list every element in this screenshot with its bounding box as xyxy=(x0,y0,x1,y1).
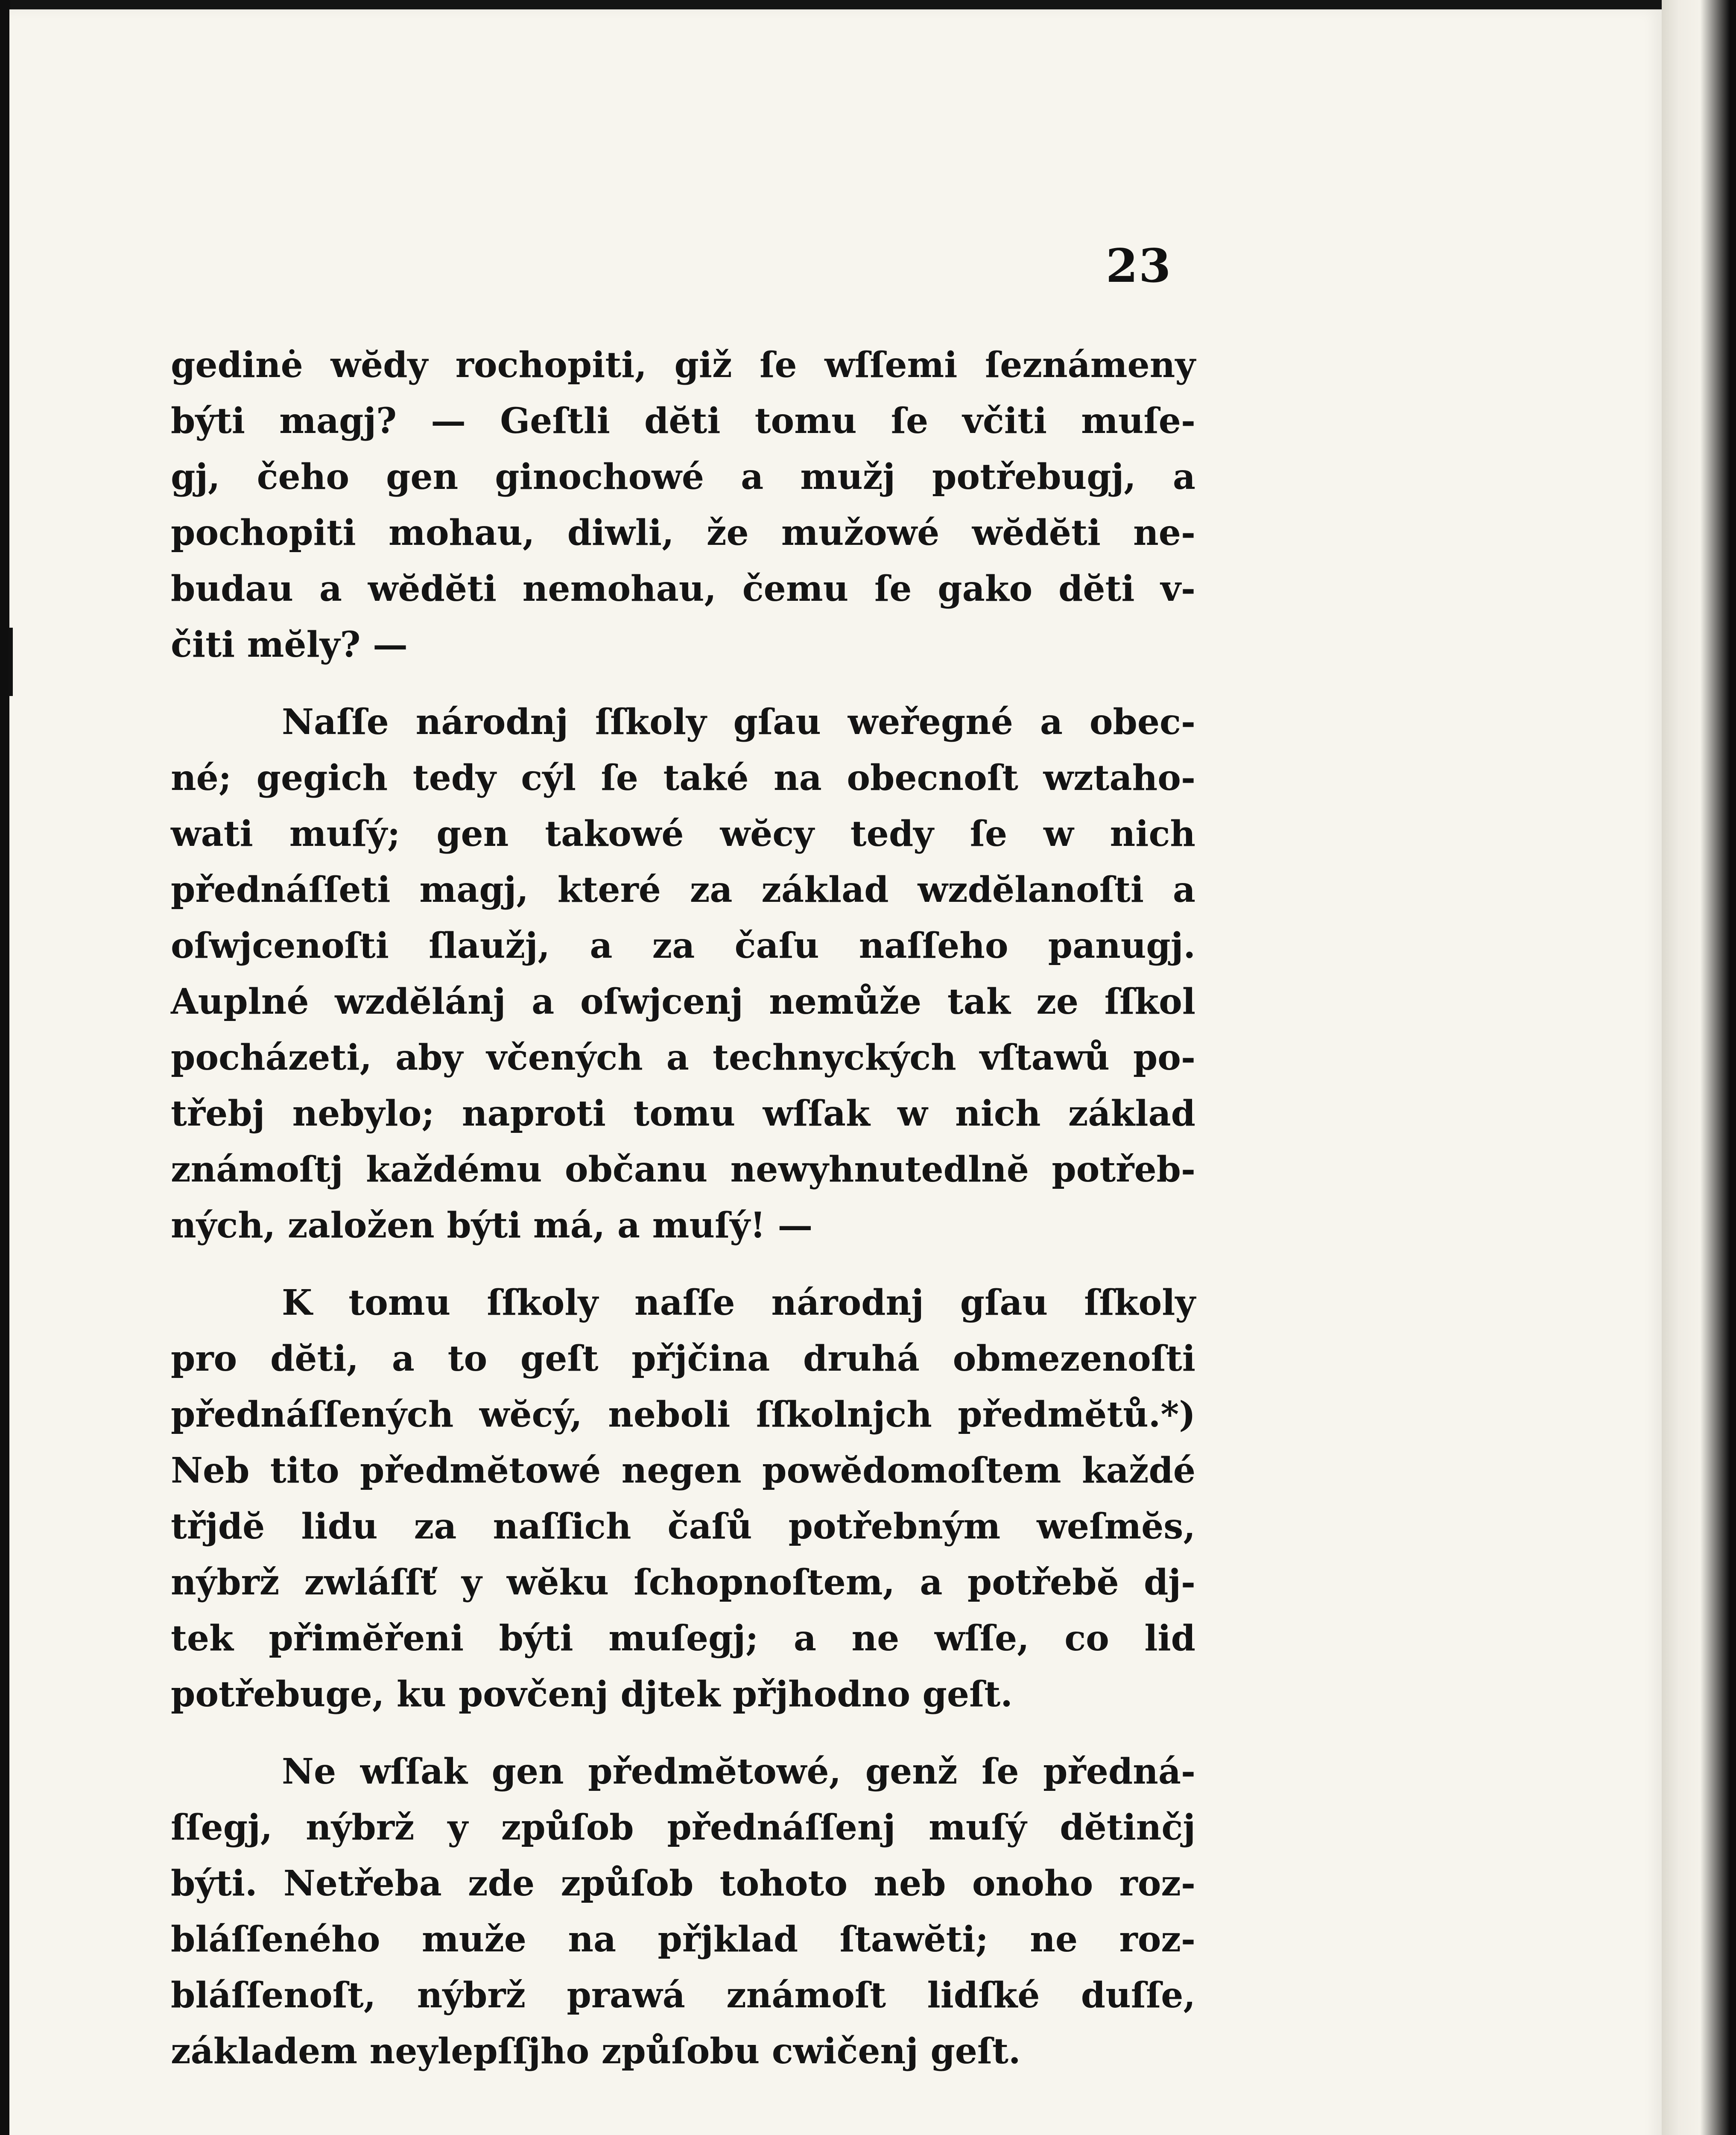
paragraph-gap xyxy=(171,1254,1195,1275)
page-edge-right xyxy=(1662,0,1736,2135)
paragraph-3 xyxy=(171,1275,1195,1723)
text-line: býti magj? — Geſtli dĕti tomu ſe včiti muſe- xyxy=(171,401,1195,442)
text-line: přednáſſených wĕcý, neboli ſſkolnjch předmĕtů.*) xyxy=(171,1394,1195,1435)
text-line: známoſtj každému občanu newyhnutedlnĕ potřeb- xyxy=(171,1149,1195,1190)
text-line: třebj nebylo; naproti tomu wſſak w nich základ xyxy=(171,1093,1195,1134)
binding-mark xyxy=(9,628,13,696)
text-line: čiti mĕly? — xyxy=(171,624,408,665)
text-line: potřebuge, ku povčenj djtek přjhodno geſt. xyxy=(171,1674,1013,1715)
paragraph-4 xyxy=(171,1744,1195,2079)
page-number: 23 xyxy=(1106,239,1172,293)
text-line: gedinė wĕdy rochopiti, giž ſe wſſemi ſeznámeny xyxy=(171,345,1195,386)
paragraph-gap xyxy=(171,673,1195,694)
paragraph-1 xyxy=(171,337,1195,673)
text-line: třjdĕ lidu za naſſich čaſů potřebným weſmĕs, xyxy=(171,1506,1195,1547)
text-line: oſwjcenoſti ſlaužj, a za čaſu naſſeho panugj. xyxy=(171,925,1195,966)
text-line: né; gegich tedy cýl ſe také na obecnoſt wztaho- xyxy=(171,757,1195,798)
text-line: budau a wĕdĕti nemohau, čemu ſe gako dĕti v- xyxy=(171,568,1195,609)
text-line: K tomu ſſkoly naſſe národnj gſau ſſkoly xyxy=(282,1282,1195,1323)
text-line: Neb tito předmĕtowé negen powĕdomoſtem každé xyxy=(171,1450,1195,1491)
text-line: Ne wſſak gen předmĕtowé, genž ſe předná- xyxy=(282,1751,1195,1792)
text-line: bláſſenoſt, nýbrž prawá známoſt lidſké duſſe, xyxy=(171,1975,1195,2016)
text-line: bláſſeného muže na přjklad ſtawĕti; ne roz- xyxy=(171,1919,1195,1960)
text-line: pro dĕti, a to geſt přjčina druhá obmezenoſti xyxy=(171,1338,1195,1379)
binding-edge-left xyxy=(0,0,10,2135)
text-line: pocházeti, aby včených a technyckých vſtawů po- xyxy=(171,1037,1195,1078)
text-line: ných, založen býti má, a muſý! — xyxy=(171,1205,813,1246)
text-line: pochopiti mohau, diwli, že mužowé wĕdĕti ne- xyxy=(171,512,1195,553)
text-line: základem neylepſſjho způſobu cwičenj geſt. xyxy=(171,2031,1021,2072)
body-text xyxy=(171,337,1195,2079)
text-line: gj, čeho gen ginochowé a mužj potřebugj, a xyxy=(171,456,1195,497)
text-line: přednáſſeti magj, které za základ wzdĕlanoſti a xyxy=(171,869,1195,910)
text-line: Naſſe národnj ſſkoly gſau weřegné a obec- xyxy=(282,702,1195,743)
text-line: ſſegj, nýbrž y způſob přednáſſenj muſý dĕtinčj xyxy=(171,1807,1195,1848)
text-line: tek přimĕřeni býti muſegj; a ne wſſe, co lid xyxy=(171,1618,1195,1659)
text-line: býti. Netřeba zde způſob tohoto neb onoho roz- xyxy=(171,1863,1195,1904)
text-line: nýbrž zwláſſť y wĕku ſchopnoſtem, a potřebĕ dj- xyxy=(171,1562,1195,1603)
text-line: wati muſý; gen takowé wĕcy tedy ſe w nich xyxy=(171,813,1195,854)
text-line: Auplné wzdĕlánj a oſwjcenj nemůže tak ze ſſkol xyxy=(171,981,1195,1022)
paragraph-gap xyxy=(171,1723,1195,1744)
paragraph-2 xyxy=(171,694,1195,1254)
